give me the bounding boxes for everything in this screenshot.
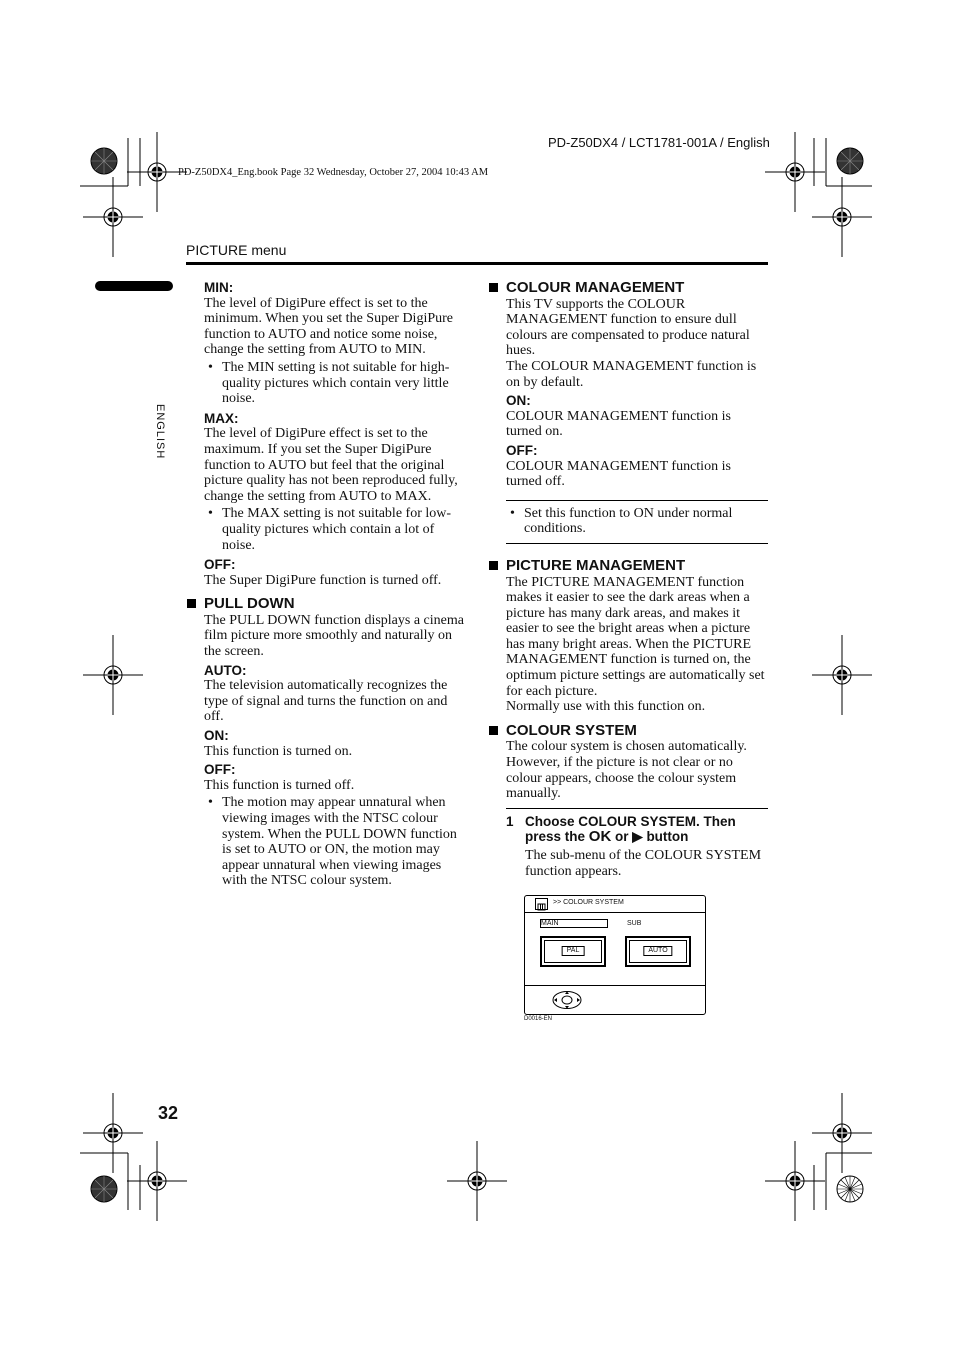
remote-dpad-icon [551,990,583,1010]
pulldown-bullet-text: The motion may appear unnatural when viewing images with the NTSC colour system. When the PULL DOWN function is set to AUTO or ON, the motion may appear unnatural when viewing images with the NTSC colour system. [222,795,457,889]
max-text: The level of DigiPure effect is set to the maximum. If you set the Super DigiPure function to AUTO but feel that the original picture quality has not been reproduced fully, change the setting from AUTO to MAX. [204,426,458,504]
max-bullet-text: The MAX setting is not suitable for low-quality pictures which contain a lot of noise. [222,506,452,553]
left-column [204,280,466,893]
cs-heading [506,723,768,739]
cm-off-label: OFF: [506,442,538,458]
menu-grid-icon [536,902,547,912]
pm-title: PICTURE MANAGEMENT [506,556,686,574]
cm-on-label: ON: [506,393,531,409]
cs-text: The colour system is chosen automatically. However, if the picture is not clear or no colour appears, choose the colour system manually. [506,739,747,802]
square-bullet-icon [489,726,498,735]
pulldown-bullet [204,795,466,889]
max-bullet [204,506,466,553]
auto-label: AUTO: [204,662,247,678]
min-bullet [204,360,466,407]
document-id: PD-Z50DX4 / LCT1781-001A / English [548,135,770,150]
square-bullet-icon [489,283,498,292]
square-bullet-icon [187,599,196,608]
colour-system-screen [524,895,706,1015]
pulldown-text: The PULL DOWN function displays a cinema film picture more smoothly and naturally on the screen. [204,612,464,660]
cm-on-text: COLOUR MANAGEMENT function is turned on. [506,408,731,440]
sub-value-box [625,936,691,967]
pulldown-heading [204,596,466,612]
cm-note-box [506,500,768,544]
step-block [506,808,768,879]
cm-text2: The COLOUR MANAGEMENT function is on by default. [506,358,757,390]
book-info-line: PD-Z50DX4_Eng.book Page 32 Wednesday, October 27, 2004 10:43 AM [178,167,489,178]
main-label: MAIN [540,919,608,928]
min-bullet-text: The MIN setting is not suitable for high-quality pictures which contain very little noise. [222,359,450,407]
on-text: This function is turned on. [204,743,353,759]
right-column [506,280,768,879]
pulldown-title: PULL DOWN [204,595,295,613]
right-arrow-icon: ▶ [632,829,643,845]
on-label: ON: [204,728,229,744]
bullet-icon: • [208,359,213,375]
pm-text1: The PICTURE MANAGEMENT function makes it easier to see the dark areas when a picture has many dark areas, and makes it easier to see the bright areas when a picture has many bright areas. When the PICTURE MANAGEMENT function is turned on, the optimum picture settings are automatically set for each picture. [506,574,765,699]
cm-title: COLOUR MANAGEMENT [506,279,685,296]
sub-label: SUB [627,920,642,927]
page-number: 32 [158,1103,179,1123]
cm-note [506,506,768,537]
auto-text: The television automatically recognizes the type of signal and turns the function on and off. [204,678,448,725]
min-label: MIN: [204,280,234,295]
cm-text1: This TV supports the COLOUR MANAGEMENT function to ensure dull colours are compensated to produce natural hues. [506,296,750,359]
off2-label: OFF: [204,762,236,778]
bullet-icon: • [510,505,515,521]
cs-title: COLOUR SYSTEM [506,721,637,739]
pm-text2: Normally use with this function on. [506,699,706,715]
cm-heading [506,280,768,296]
step-text-b: or [611,829,633,845]
main-value-box [540,936,606,967]
sub-value: AUTO [643,946,672,956]
step-number: 1 [506,813,514,829]
page-header: PICTURE menu [186,242,287,258]
figure-id: D0016-EN [524,1016,553,1022]
header-rule [186,262,768,265]
main-value: PAL [562,946,585,956]
screen-title: >> COLOUR SYSTEM [553,899,624,906]
language-tab-bar [95,281,173,291]
square-bullet-icon [489,561,498,570]
off-label: OFF: [204,557,236,573]
min-text: The level of DigiPure effect is set to the minimum. When you set the Super DigiPure function to AUTO and notice some noise, change the setting from AUTO to MIN. [204,295,453,358]
bullet-icon: • [208,506,213,522]
off-text: The Super DigiPure function is turned off. [204,572,442,588]
pm-heading [506,558,768,574]
step-1 [506,814,768,845]
ok-button-icon: OK [588,828,612,846]
cm-note-text: Set this function to ON under normal conditions. [524,505,733,537]
menu-icon [535,898,548,910]
max-label: MAX: [204,410,239,426]
screen-title-bar [525,896,705,913]
step-text-a: Choose COLOUR SYSTEM. Then press the [525,813,736,845]
off2-text: This function is turned off. [204,777,355,793]
step-description: The sub-menu of the COLOUR SYSTEM function appears. [525,848,762,879]
side-language-label: ENGLISH [154,404,166,460]
bullet-icon: • [208,795,213,811]
cm-off-text: COLOUR MANAGEMENT function is turned off. [506,458,731,490]
step-text-c: button [642,829,689,845]
screen-bottom-divider [525,985,705,986]
